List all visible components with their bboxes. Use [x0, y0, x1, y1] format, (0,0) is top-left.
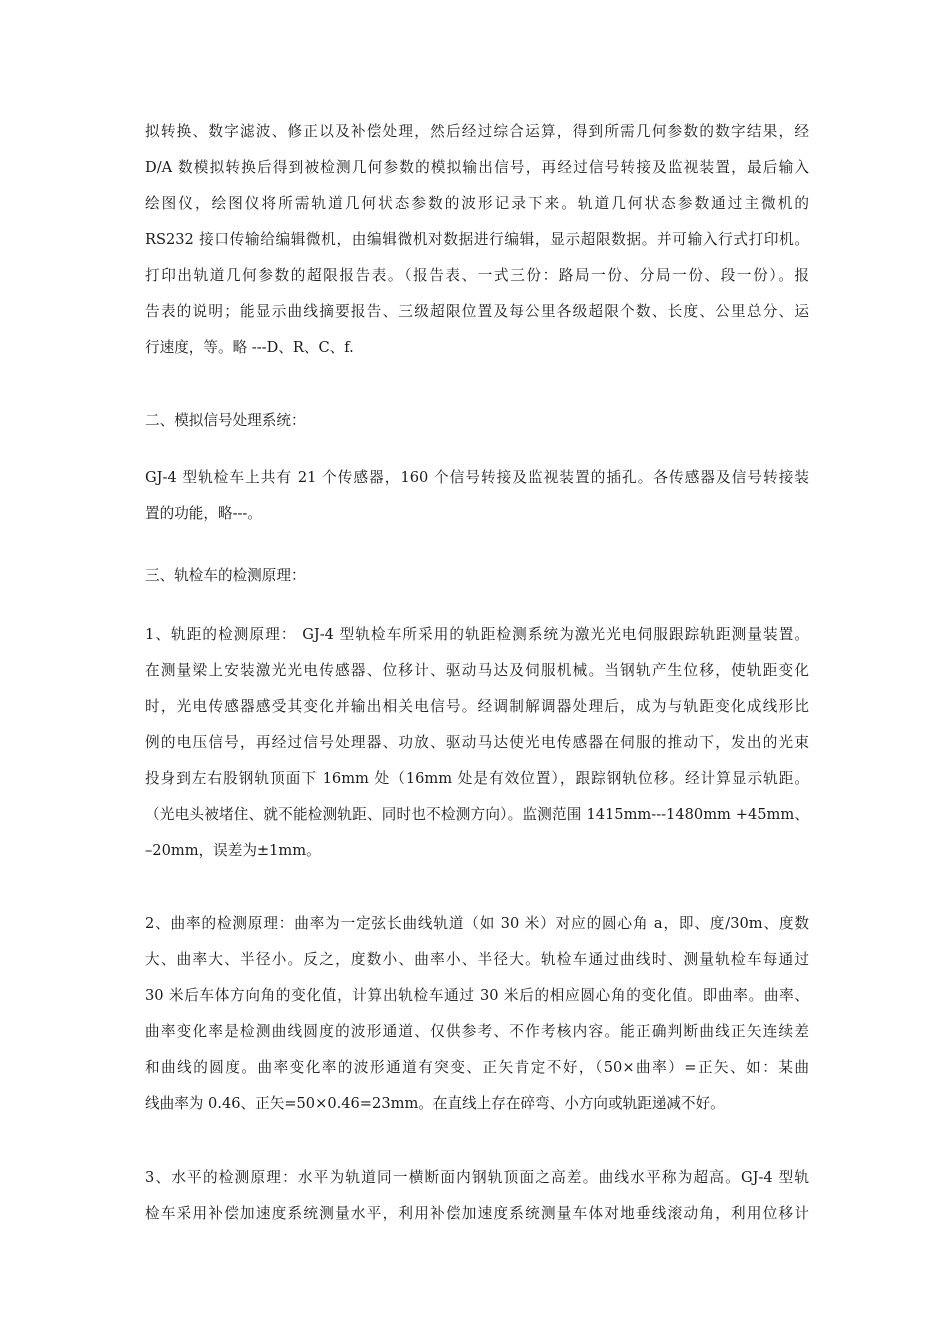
heading-text: 二、模拟信号处理系统： — [145, 412, 306, 429]
text-line: 例的电压信号，再经过信号处理器、功放、驱动马达使光电传感器在伺服的推动下，发出的光束 — [145, 734, 809, 751]
paragraph-level — [145, 1160, 809, 1232]
heading-text: 三、轨检车的检测原理： — [145, 567, 306, 584]
text-line: 线曲率为 0.46、正矢=50×0.46=23mm。在直线上存在碎弯、小方向或轨距递减不好。 — [145, 1095, 725, 1112]
text-line: 和曲线的圆度。曲率变化率的波形通道有突变、正矢肯定不好，（50×曲率）=正矢、如：某曲 — [145, 1059, 809, 1076]
text-line: 曲率变化率是检测曲线圆度的波形通道、仅供参考、不作考核内容。能正确判断曲线正矢连续差 — [145, 1023, 809, 1040]
text-line: RS232 接口传输给编辑微机，由编辑微机对数据进行编辑，显示超限数据。并可输入行式打印机。 — [145, 231, 809, 248]
paragraph-gauge — [145, 617, 809, 869]
section-heading-3 — [145, 558, 809, 594]
text-line: （光电头被堵住、就不能检测轨距、同时也不检测方向）。监测范围 1415mm---1480mm +45mm、 — [145, 806, 809, 823]
section-heading-2 — [145, 403, 809, 439]
text-line: 拟转换、数字滤波、修正以及补偿处理，然后经过综合运算，得到所需几何参数的数字结果，经 — [145, 123, 809, 140]
text-line: 1、轨距的检测原理： GJ-4 型轨检车所采用的轨距检测系统为激光光电伺服跟踪轨距测量装置。 — [145, 626, 809, 643]
paragraph-sensors — [145, 460, 809, 532]
text-line: 打印出轨道几何参数的超限报告表。（报告表、一式三份：路局一份、分局一份、段一份）。报 — [145, 267, 809, 284]
paragraph-curvature — [145, 906, 809, 1122]
text-line: 30 米后车体方向角的变化值，计算出轨检车通过 30 米后的相应圆心角的变化值。即曲率。曲率、 — [145, 987, 809, 1004]
text-line: 置的功能，略---。 — [145, 505, 262, 522]
paragraph-intro-continued — [145, 114, 809, 366]
text-line: 2、曲率的检测原理：曲率为一定弦长曲线轨道（如 30 米）对应的圆心角 a，即、度/30m、度数 — [145, 915, 809, 932]
text-line: 检车采用补偿加速度系统测量水平，利用补偿加速度系统测量车体对地垂线滚动角，利用位移计 — [145, 1205, 809, 1222]
text-line: –20mm，误差为±1mm。 — [145, 842, 321, 859]
text-line: 在测量梁上安装激光光电传感器、位移计、驱动马达及伺服机械。当钢轨产生位移，使轨距变化 — [145, 662, 809, 679]
text-line: 大、曲率大、半径小。反之，度数小、曲率小、半径大。轨检车通过曲线时、测量轨检车每通过 — [145, 951, 809, 968]
text-line: 投身到左右股钢轨顶面下 16mm 处（16mm 处是有效位置），跟踪钢轨位移。经计算显示轨距。 — [145, 770, 809, 787]
text-line: 绘图仪，绘图仪将所需轨道几何状态参数的波形记录下来。轨道几何状态参数通过主微机的 — [145, 195, 809, 212]
text-line: D/A 数模拟转换后得到被检测几何参数的模拟输出信号，再经过信号转接及监视装置，最后输入 — [145, 159, 809, 176]
text-line: GJ-4 型轨检车上共有 21 个传感器，160 个信号转接及监视装置的插孔。各传感器及信号转接装 — [145, 469, 809, 486]
text-line: 行速度，等。略 ---D、R、C、f. — [145, 339, 354, 356]
text-line: 3、水平的检测原理：水平为轨道同一横断面内钢轨顶面之高差。曲线水平称为超高。GJ-4 型轨 — [145, 1169, 809, 1186]
text-line: 时，光电传感器感受其变化并输出相关电信号。经调制解调器处理后，成为与轨距变化成线形比 — [145, 698, 809, 715]
text-line: 告表的说明；能显示曲线摘要报告、三级超限位置及每公里各级超限个数、长度、公里总分、运 — [145, 303, 809, 320]
